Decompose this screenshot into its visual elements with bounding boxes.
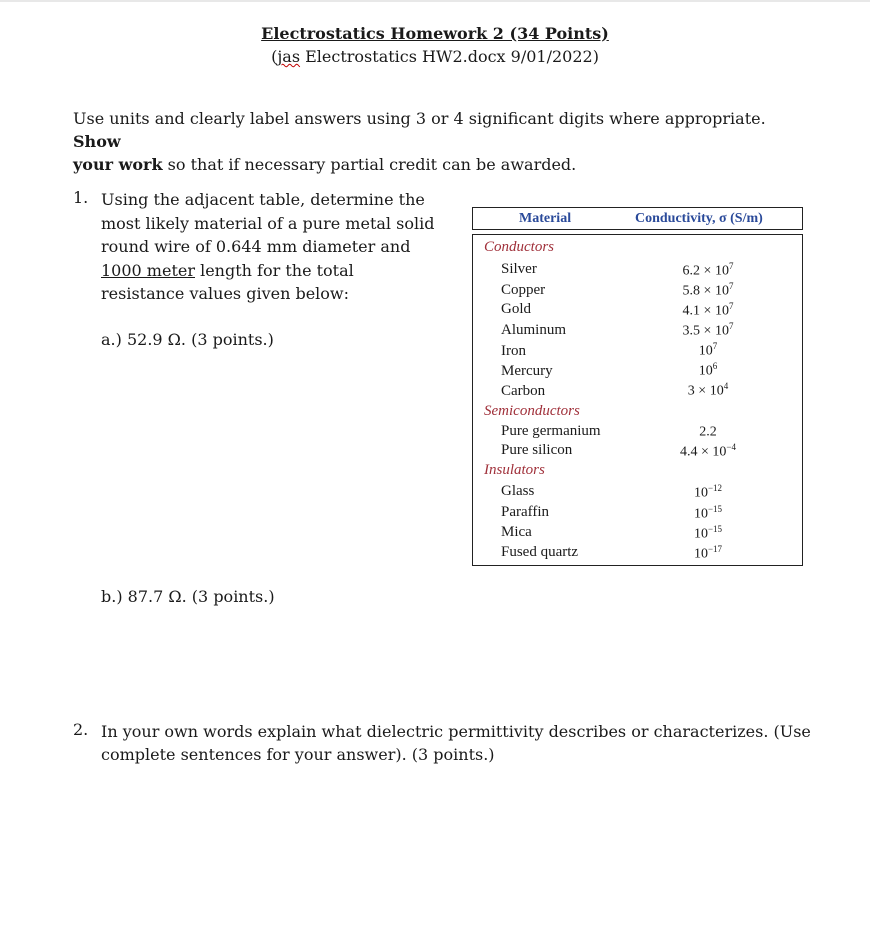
- conductivity-copper: $5.8 \times 10^7$: [682, 281, 734, 299]
- question-1-part-a: a.) 52.9 Ω. (3 points.): [101, 330, 274, 349]
- table-header-material: Material: [519, 211, 572, 226]
- conductivity-gold: $4.1 \times 10^7$: [682, 301, 734, 319]
- question-1-text: [101, 188, 441, 306]
- material-paraffin: Paraffin: [501, 504, 550, 520]
- conductivity-glass: $10^{-12}$: [693, 483, 723, 501]
- material-carbon: Carbon: [501, 383, 546, 399]
- instructions-paragraph: [73, 107, 803, 176]
- conductivity-aluminum: $3.5 \times 10^7$: [682, 321, 734, 339]
- conductivity-pure-silicon: $4.4 \times 10^{-4}$: [680, 442, 736, 460]
- conductivity-carbon: $3 \times 10^4$: [687, 381, 729, 399]
- conductivity-fused-quartz: $10^{-17}$: [693, 544, 723, 562]
- spellcheck-flagged-word: jas: [277, 47, 301, 66]
- conductivity-paraffin: $10^{-15}$: [693, 504, 723, 522]
- instructions-text-1: Use units and clearly label answers using 3 or 4 significant digits where appropriate.: [73, 109, 766, 128]
- material-pure-germanium: Pure germanium: [501, 423, 601, 439]
- subtitle-text: Electrostatics HW2.docx 9/01/2022): [300, 47, 599, 66]
- question-1-text-a: Using the adjacent table, determine the most likely material of a pure metal solid round wire of 0.644 mm diameter and: [101, 190, 435, 256]
- material-fused-quartz: Fused quartz: [501, 544, 579, 560]
- conductivity-iron: $10^7$: [698, 341, 718, 359]
- instructions-text-2: so that if necessary partial credit can be awarded.: [162, 155, 577, 174]
- instructions-bold-1: Show: [73, 132, 121, 151]
- material-mica: Mica: [501, 524, 532, 540]
- category-insulators: Insulators: [484, 462, 545, 478]
- question-2-text: In your own words explain what dielectric permittivity describes or characterizes. (Use complete sentences for your answer). (3 points.): [101, 722, 811, 764]
- question-2-number: 2.: [73, 720, 89, 739]
- document-title: Electrostatics Homework 2 (34 Points): [261, 24, 609, 43]
- conductivity-mercury: $10^6$: [698, 361, 718, 379]
- conductivity-table-body: [472, 234, 803, 566]
- question-1-number: 1.: [73, 188, 89, 207]
- material-aluminum: Aluminum: [501, 322, 567, 338]
- conductivity-silver: $6.2 \times 10^7$: [682, 261, 734, 279]
- question-1-text-b: length for the total resistance values given below:: [101, 260, 354, 303]
- material-silver: Silver: [501, 261, 537, 277]
- question-1-underlined: 1000 meter: [101, 260, 195, 280]
- table-header-conductivity: Conductivity, σ (S/m): [635, 211, 763, 226]
- instructions-bold-2: your work: [73, 155, 163, 174]
- category-conductors: Conductors: [484, 239, 555, 255]
- conductivity-mica: $10^{-15}$: [693, 524, 723, 542]
- conductivity-table-header: [472, 207, 803, 230]
- page-top-border: [0, 0, 870, 2]
- material-copper: Copper: [501, 282, 546, 298]
- material-gold: Gold: [501, 301, 531, 317]
- material-pure-silicon: Pure silicon: [501, 442, 573, 458]
- conductivity-pure-germanium: 2.2: [699, 424, 717, 440]
- material-mercury: Mercury: [501, 363, 553, 379]
- category-semiconductors: Semiconductors: [484, 403, 580, 419]
- document-subtitle: (jas Electrostatics HW2.docx 9/01/2022): [271, 47, 599, 66]
- material-iron: Iron: [501, 343, 526, 359]
- material-glass: Glass: [501, 483, 535, 499]
- question-1-part-b: b.) 87.7 Ω. (3 points.): [101, 587, 275, 606]
